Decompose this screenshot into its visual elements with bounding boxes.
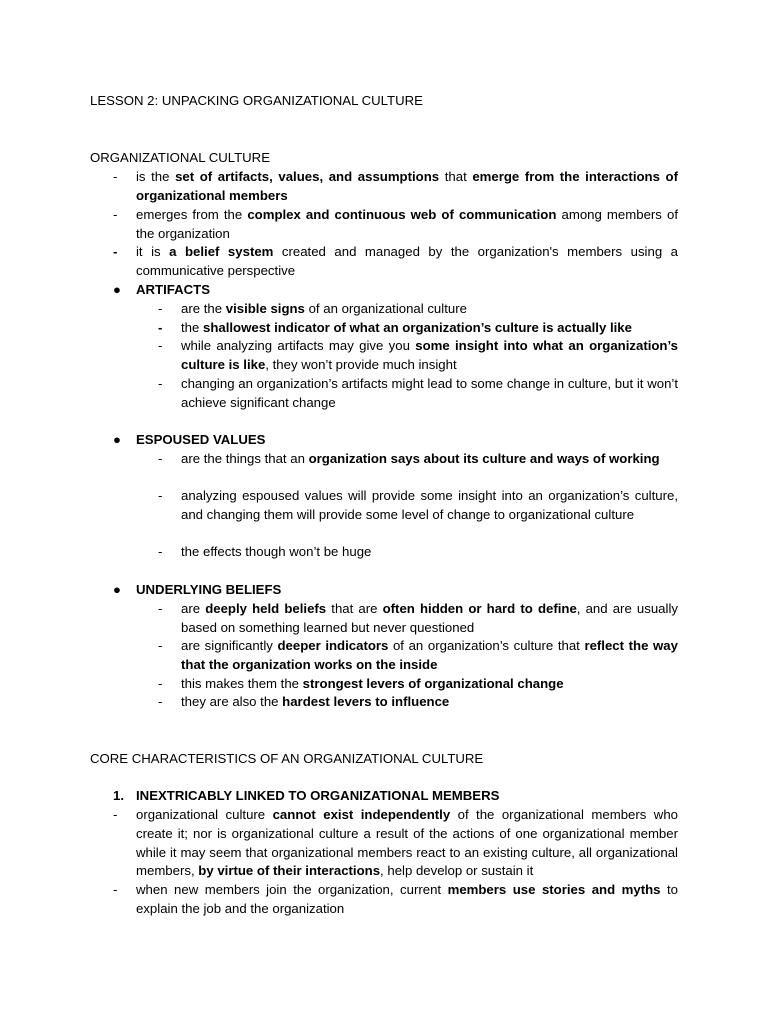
list-item: the shallowest indicator of what an organization’s culture is actually like [181,320,632,335]
list-item: the effects though won’t be huge [181,544,372,559]
dash-marker: - [158,376,163,391]
list-item: while analyzing artifacts may give you some insight into what an organization’s culture is like, they won’t provide much insight [181,338,678,372]
dash-marker: - [158,544,163,559]
list-item: are the things that an organization says about its culture and ways of working [181,451,660,466]
dash-marker: - [158,338,163,353]
list-item: they are also the hardest levers to influence [181,694,450,709]
list-item: changing an organization’s artifacts might lead to some change in culture, but it won’t achieve significant change [181,376,678,410]
list-item: this makes them the strongest levers of organizational change [181,676,564,691]
list-item: are the visible signs of an organizational culture [181,301,467,316]
subsection-heading-artifacts: ARTIFACTS [136,282,210,297]
dash-marker: - [158,301,163,316]
list-item: analyzing espoused values will provide some insight into an organization’s culture, and changing them will provide some level of change to organizational culture [181,488,678,522]
dash-marker: - [113,882,118,897]
dash-marker: - [158,320,163,335]
bullet-icon: ● [113,582,121,597]
subsection-heading-underlying-beliefs: UNDERLYING BELIEFS [136,582,282,597]
dash-marker: - [158,638,163,653]
dash-marker: - [158,601,163,616]
list-item: emerges from the complex and continuous web of communication among members of the organization [136,207,678,241]
list-item: are deeply held beliefs that are often hidden or hard to define, and are usually based on something learned but never questioned [181,601,678,635]
list-item: is the set of artifacts, values, and assumptions that emerge from the interactions of organizational members [136,169,678,203]
bullet-icon: ● [113,282,121,297]
dash-marker: - [113,244,118,259]
sub-heading-linked-to-members: INEXTRICABLY LINKED TO ORGANIZATIONAL MEMBERS [136,788,500,803]
list-item: are significantly deeper indicators of an organization’s culture that reflect the way that the organization works on the inside [181,638,678,672]
dash-marker: - [113,169,118,184]
dash-marker: - [158,488,163,503]
section-heading-core-characteristics: CORE CHARACTERISTICS OF AN ORGANIZATIONAL CULTURE [90,751,484,766]
lesson-title: LESSON 2: UNPACKING ORGANIZATIONAL CULTURE [90,93,423,108]
section-heading-organizational-culture: ORGANIZATIONAL CULTURE [90,150,270,165]
list-item: when new members join the organization, current members use stories and myths to explain the job and the organization [136,882,678,916]
dash-marker: - [158,694,163,709]
list-item: it is a belief system created and managed by the organization's members using a communicative perspective [136,244,678,278]
dash-marker: - [158,451,163,466]
dash-marker: - [158,676,163,691]
bullet-icon: ● [113,432,121,447]
dash-marker: - [113,207,118,222]
list-item: organizational culture cannot exist independently of the organizational members who create it; nor is organizational culture a result of the actions of one organizational member while it may seem that organizational members react to an existing culture, all organizational members, by virtue of their interactions, help develop or sustain it [136,807,678,879]
dash-marker: - [113,807,118,822]
subsection-heading-espoused-values: ESPOUSED VALUES [136,432,266,447]
sub-number: 1. [113,788,124,803]
